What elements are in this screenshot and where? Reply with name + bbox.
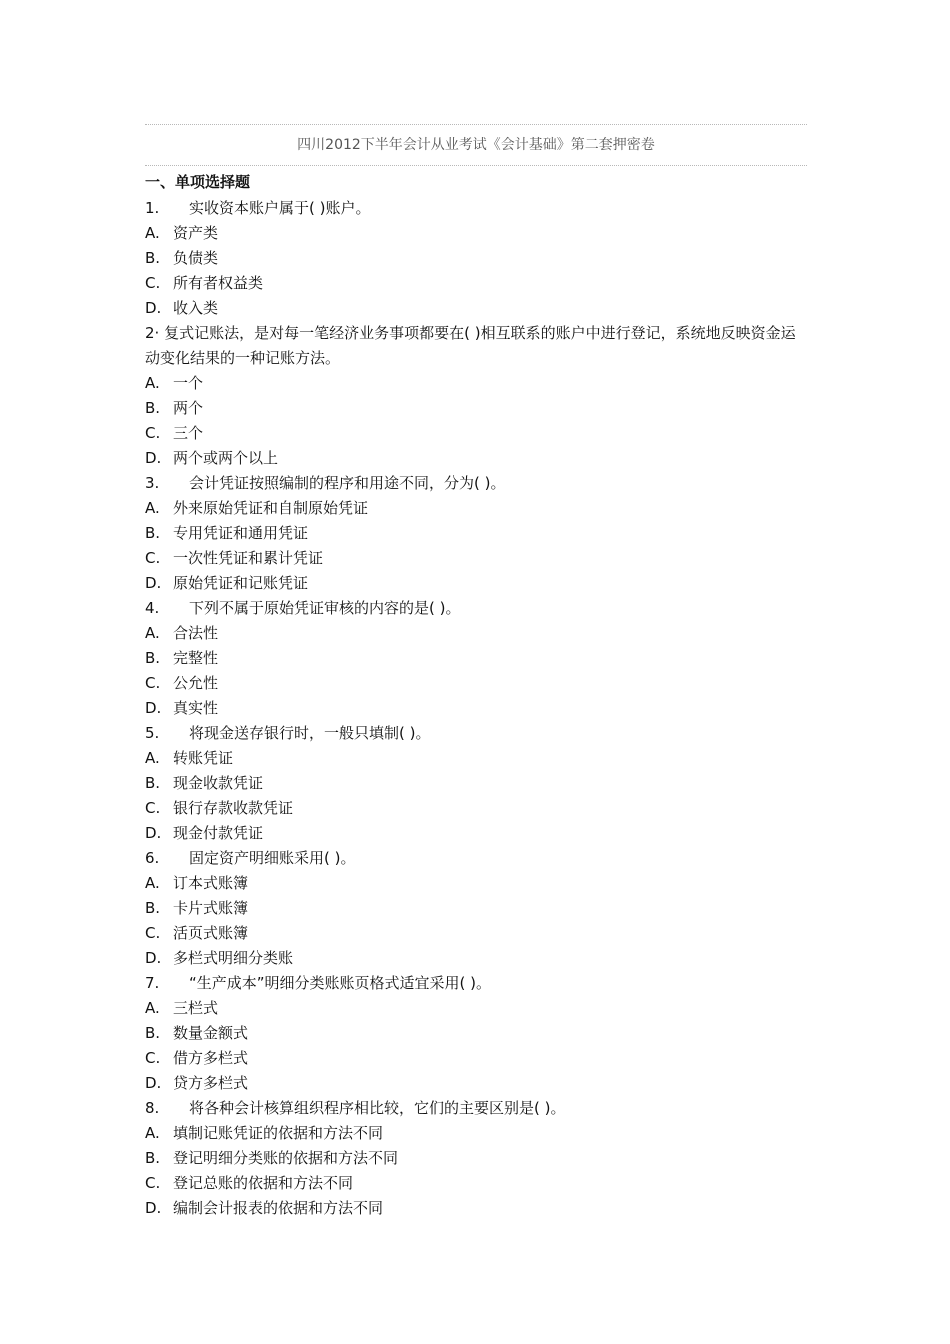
option-c bbox=[145, 671, 807, 696]
option-text: 原始凭证和记账凭证 bbox=[173, 574, 309, 592]
option-text: 活页式账簿 bbox=[173, 924, 249, 942]
question-number: 4. bbox=[145, 599, 160, 617]
option-a bbox=[145, 621, 807, 646]
option-text: 现金付款凭证 bbox=[173, 824, 264, 842]
option-letter: B. bbox=[145, 774, 161, 792]
option-letter: B. bbox=[145, 1024, 161, 1042]
option-d bbox=[145, 446, 807, 471]
option-a bbox=[145, 871, 807, 896]
option-text: 订本式账簿 bbox=[173, 874, 249, 892]
question-number: 5. bbox=[145, 724, 160, 742]
option-letter: C. bbox=[145, 1174, 161, 1192]
option-d bbox=[145, 571, 807, 596]
option-letter: D. bbox=[145, 949, 162, 967]
option-a bbox=[145, 221, 807, 246]
option-text: 外来原始凭证和自制原始凭证 bbox=[173, 499, 369, 517]
option-text: 数量金额式 bbox=[173, 1024, 249, 1042]
option-letter: A. bbox=[145, 499, 160, 517]
question-stem: 实收资本账户属于( )账户。 bbox=[189, 199, 371, 217]
question-4 bbox=[145, 596, 807, 621]
document-page bbox=[145, 124, 807, 1221]
option-text: 转账凭证 bbox=[173, 749, 234, 767]
question-stem: 复式记账法，是对每一笔经济业务事项都要在( )相互联系的账户中进行登记，系统地反映资金运动变化结果的一种记账方法。 bbox=[145, 324, 796, 367]
option-a bbox=[145, 496, 807, 521]
option-text: 填制记账凭证的依据和方法不同 bbox=[173, 1124, 384, 1142]
option-letter: A. bbox=[145, 999, 160, 1017]
option-letter: D. bbox=[145, 824, 162, 842]
option-text: 借方多栏式 bbox=[173, 1049, 249, 1067]
option-letter: C. bbox=[145, 1049, 161, 1067]
option-text: 资产类 bbox=[173, 224, 219, 242]
option-d bbox=[145, 1071, 807, 1096]
option-text: 登记总账的依据和方法不同 bbox=[173, 1174, 354, 1192]
option-letter: C. bbox=[145, 799, 161, 817]
option-letter: B. bbox=[145, 524, 161, 542]
option-letter: A. bbox=[145, 224, 160, 242]
option-c bbox=[145, 271, 807, 296]
question-5 bbox=[145, 721, 807, 746]
option-c bbox=[145, 1046, 807, 1071]
option-text: 公允性 bbox=[173, 674, 219, 692]
question-stem: “生产成本”明细分类账账页格式适宜采用( )。 bbox=[189, 974, 492, 992]
option-text: 所有者权益类 bbox=[173, 274, 264, 292]
option-a bbox=[145, 371, 807, 396]
question-stem: 将现金送存银行时，一般只填制( )。 bbox=[189, 724, 431, 742]
question-stem: 固定资产明细账采用( )。 bbox=[189, 849, 356, 867]
option-letter: D. bbox=[145, 699, 162, 717]
question-list bbox=[145, 196, 807, 1221]
option-letter: C. bbox=[145, 549, 161, 567]
option-c bbox=[145, 421, 807, 446]
option-b bbox=[145, 396, 807, 421]
option-letter: A. bbox=[145, 1124, 160, 1142]
option-c bbox=[145, 796, 807, 821]
option-d bbox=[145, 1196, 807, 1221]
option-letter: A. bbox=[145, 749, 160, 767]
option-text: 完整性 bbox=[173, 649, 219, 667]
option-letter: D. bbox=[145, 449, 162, 467]
option-text: 合法性 bbox=[173, 624, 219, 642]
option-letter: A. bbox=[145, 874, 160, 892]
option-text: 贷方多栏式 bbox=[173, 1074, 249, 1092]
question-number: 2· bbox=[145, 324, 160, 342]
option-text: 一次性凭证和累计凭证 bbox=[173, 549, 324, 567]
section-heading: 一、单项选择题 bbox=[145, 173, 251, 191]
question-number: 7. bbox=[145, 974, 160, 992]
option-c bbox=[145, 546, 807, 571]
option-text: 专用凭证和通用凭证 bbox=[173, 524, 309, 542]
question-2 bbox=[145, 321, 807, 371]
option-letter: B. bbox=[145, 1149, 161, 1167]
option-letter: D. bbox=[145, 1074, 162, 1092]
question-7 bbox=[145, 971, 807, 996]
question-3 bbox=[145, 471, 807, 496]
option-text: 卡片式账簿 bbox=[173, 899, 249, 917]
option-b bbox=[145, 1021, 807, 1046]
option-text: 银行存款收款凭证 bbox=[173, 799, 294, 817]
option-letter: B. bbox=[145, 899, 161, 917]
option-b bbox=[145, 646, 807, 671]
option-letter: A. bbox=[145, 624, 160, 642]
option-letter: B. bbox=[145, 249, 161, 267]
option-letter: B. bbox=[145, 399, 161, 417]
option-a bbox=[145, 996, 807, 1021]
option-b bbox=[145, 521, 807, 546]
document-title: 四川2012下半年会计从业考试《会计基础》第二套押密卷 bbox=[297, 137, 655, 153]
option-letter: D. bbox=[145, 1199, 162, 1217]
option-text: 负债类 bbox=[173, 249, 219, 267]
option-text: 收入类 bbox=[173, 299, 219, 317]
option-letter: B. bbox=[145, 649, 161, 667]
option-text: 真实性 bbox=[173, 699, 219, 717]
option-c bbox=[145, 1171, 807, 1196]
question-number: 6. bbox=[145, 849, 160, 867]
option-text: 两个 bbox=[173, 399, 204, 417]
option-letter: C. bbox=[145, 674, 161, 692]
option-letter: C. bbox=[145, 924, 161, 942]
option-text: 一个 bbox=[173, 374, 204, 392]
option-letter: D. bbox=[145, 574, 162, 592]
option-text: 登记明细分类账的依据和方法不同 bbox=[173, 1149, 399, 1167]
option-text: 三个 bbox=[173, 424, 204, 442]
option-d bbox=[145, 946, 807, 971]
option-text: 两个或两个以上 bbox=[173, 449, 279, 467]
option-b bbox=[145, 1146, 807, 1171]
option-letter: A. bbox=[145, 374, 160, 392]
question-8 bbox=[145, 1096, 807, 1121]
title-divider bbox=[145, 165, 807, 166]
option-text: 编制会计报表的依据和方法不同 bbox=[173, 1199, 384, 1217]
question-number: 3. bbox=[145, 474, 160, 492]
option-letter: C. bbox=[145, 424, 161, 442]
option-c bbox=[145, 921, 807, 946]
option-a bbox=[145, 746, 807, 771]
option-text: 现金收款凭证 bbox=[173, 774, 264, 792]
option-a bbox=[145, 1121, 807, 1146]
option-text: 三栏式 bbox=[173, 999, 219, 1017]
option-b bbox=[145, 896, 807, 921]
question-1 bbox=[145, 196, 807, 221]
question-stem: 下列不属于原始凭证审核的内容的是( )。 bbox=[189, 599, 461, 617]
question-6 bbox=[145, 846, 807, 871]
question-stem: 会计凭证按照编制的程序和用途不同，分为( )。 bbox=[189, 474, 506, 492]
question-number: 1. bbox=[145, 199, 160, 217]
option-d bbox=[145, 296, 807, 321]
option-letter: C. bbox=[145, 274, 161, 292]
option-d bbox=[145, 821, 807, 846]
option-text: 多栏式明细分类账 bbox=[173, 949, 294, 967]
option-d bbox=[145, 696, 807, 721]
option-letter: D. bbox=[145, 299, 162, 317]
option-b bbox=[145, 771, 807, 796]
question-stem: 将各种会计核算组织程序相比较，它们的主要区别是( )。 bbox=[189, 1099, 566, 1117]
option-b bbox=[145, 246, 807, 271]
question-number: 8. bbox=[145, 1099, 160, 1117]
